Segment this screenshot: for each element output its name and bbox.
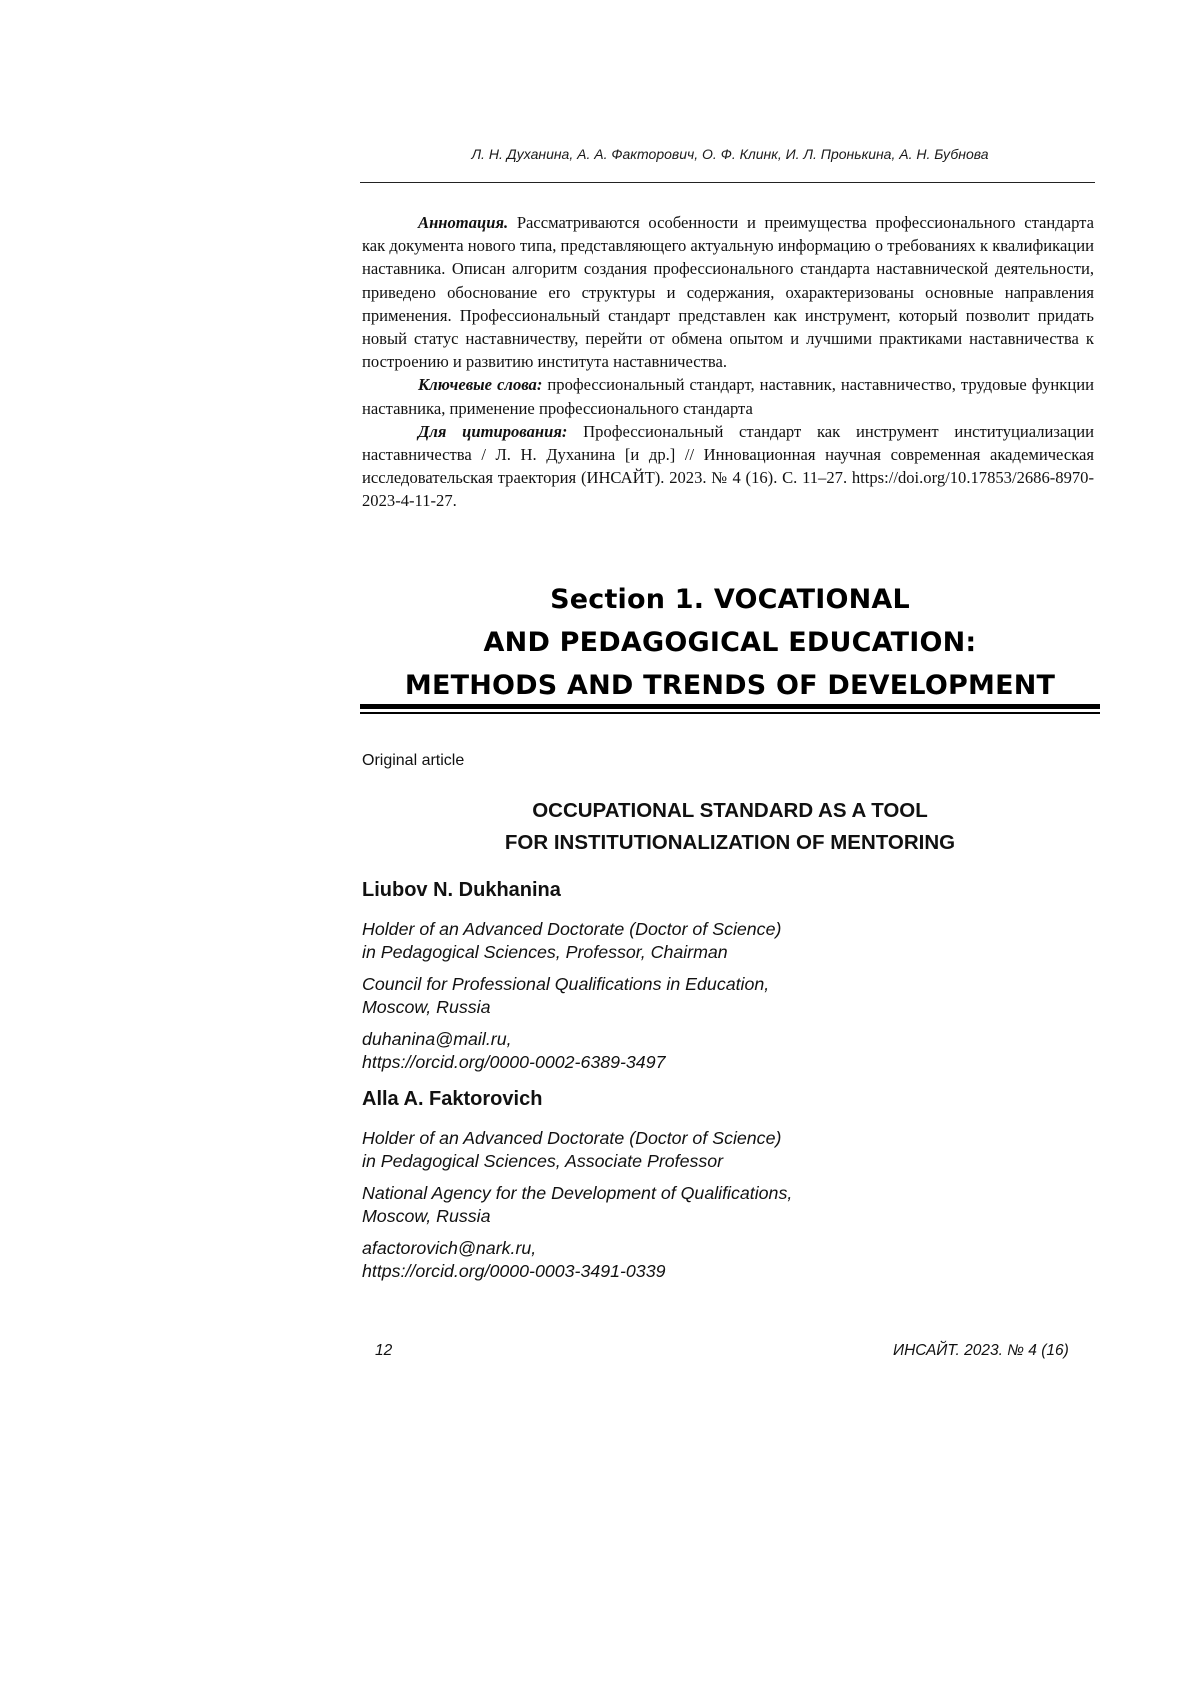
abstract-text: Рассматриваются особенности и преимущества профессионального стандарта как документа нового типа, представляющего актуальную информацию о требованиях к квалификации наставника. Описан алгоритм создания профессионального стандарта наставнической деятельности, приведено обоснование его структуры и содержания, охарактеризованы основные направления применения. Профессиональный стандарт представлен как инструмент, который позволит придать новый статус наставничеству, перейти от обмена опытом и лучшими практиками наставничества к построению и развитию института наставничества. — [362, 213, 1094, 371]
author-affiliation — [362, 973, 922, 1019]
author-name: Alla A. Faktorovich — [362, 1088, 542, 1111]
keywords-text: профессиональный стандарт, наставник, наставничество, трудовые функции наставника, применение профессионального стандарта — [362, 375, 1094, 417]
author-degree-line: Holder of an Advanced Doctorate (Doctor of Science) — [362, 918, 922, 941]
section-rule-thick — [360, 704, 1100, 709]
article-title-line: OCCUPATIONAL STANDARD AS A TOOL — [360, 795, 1100, 827]
header-divider — [360, 182, 1095, 183]
section-title-line: METHODS AND TRENDS OF DEVELOPMENT — [360, 664, 1100, 707]
keywords-paragraph — [362, 373, 1094, 419]
author-details — [362, 1127, 922, 1292]
article-title-line: FOR INSTITUTIONALIZATION OF MENTORING — [360, 827, 1100, 859]
author-email-link[interactable]: duhanina@mail.ru, — [362, 1028, 922, 1051]
author-affiliation-line: Moscow, Russia — [362, 996, 922, 1019]
citation-text: Профессиональный стандарт как инструмент институциализации наставничества / Л. Н. Духанина [и др.] // Инновационная научная современная академическая исследовательская траектория (ИНСАЙТ). 2023. № 4 (16). С. 11–27. https://doi.org/10.17853/2686-8970-2023-4-11-27. — [362, 422, 1094, 511]
author-degree-line: in Pedagogical Sciences, Associate Professor — [362, 1150, 922, 1173]
author-orcid-link[interactable]: https://orcid.org/0000-0002-6389-3497 — [362, 1051, 922, 1074]
document-page — [0, 0, 1200, 1698]
citation-paragraph — [362, 420, 1094, 513]
author-degree-line: Holder of an Advanced Doctorate (Doctor of Science) — [362, 1127, 922, 1150]
section-rule-thin — [360, 712, 1100, 714]
article-title — [360, 795, 1100, 859]
section-title — [360, 578, 1100, 707]
article-type: Original article — [362, 752, 464, 770]
author-email-link[interactable]: afactorovich@nark.ru, — [362, 1237, 922, 1260]
author-affiliation — [362, 1182, 922, 1228]
abstract-paragraph — [362, 211, 1094, 373]
citation-label: Для цитирования: — [418, 422, 567, 441]
page-number: 12 — [375, 1342, 392, 1360]
abstract-label: Аннотация. — [418, 213, 508, 232]
abstract-block — [362, 211, 1094, 513]
author-contacts — [362, 1237, 922, 1283]
author-affiliation-line: Council for Professional Qualifications in Education, — [362, 973, 922, 996]
running-head: Л. Н. Духанина, А. А. Факторович, О. Ф. Клинк, И. Л. Пронькина, А. Н. Бубнова — [360, 146, 1100, 162]
section-title-line: AND PEDAGOGICAL EDUCATION: — [360, 621, 1100, 664]
author-orcid-link[interactable]: https://orcid.org/0000-0003-3491-0339 — [362, 1260, 922, 1283]
author-degree-line: in Pedagogical Sciences, Professor, Chairman — [362, 941, 922, 964]
author-contacts — [362, 1028, 922, 1074]
section-title-line: Section 1. VOCATIONAL — [360, 578, 1100, 621]
keywords-label: Ключевые слова: — [418, 375, 542, 394]
author-degree — [362, 1127, 922, 1173]
author-name: Liubov N. Dukhanina — [362, 879, 561, 902]
author-details — [362, 918, 922, 1083]
author-degree — [362, 918, 922, 964]
journal-footer: ИНСАЙТ. 2023. № 4 (16) — [893, 1342, 1069, 1360]
author-affiliation-line: Moscow, Russia — [362, 1205, 922, 1228]
author-affiliation-line: National Agency for the Development of Qualifications, — [362, 1182, 922, 1205]
